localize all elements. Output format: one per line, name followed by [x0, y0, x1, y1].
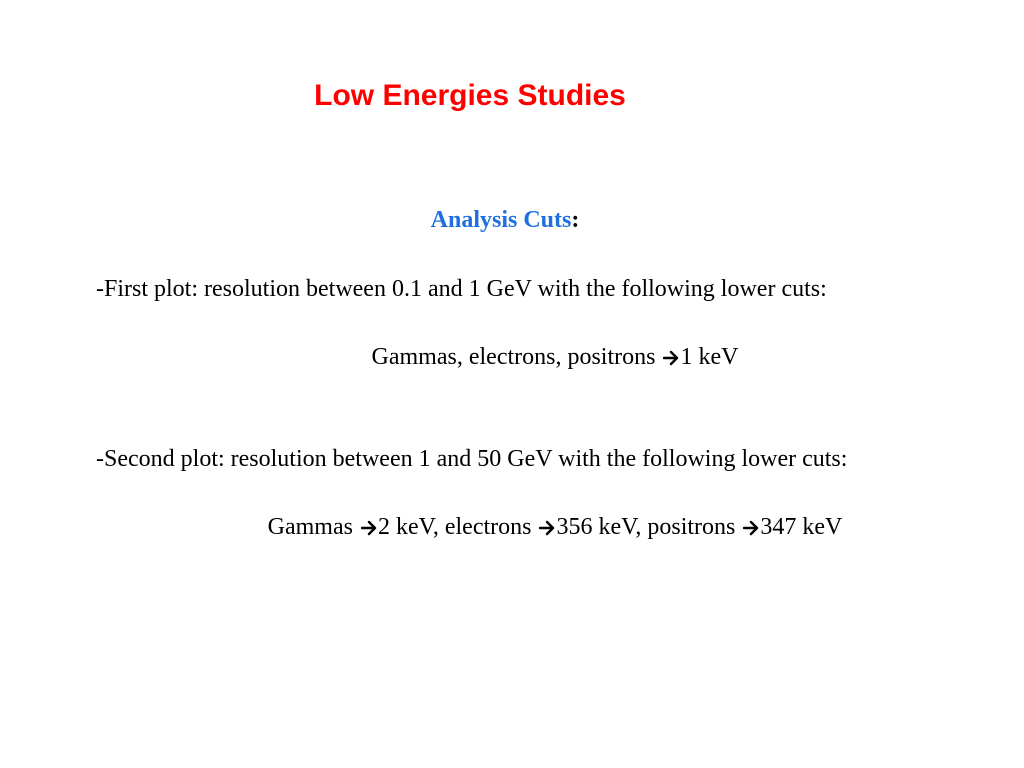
first-plot-cuts-value: 1 keV: [680, 344, 739, 370]
second-plot-cuts: [0, 510, 1024, 544]
section-heading-colon: :: [571, 207, 580, 233]
gammas-label: Gammas: [267, 514, 359, 540]
gammas-value: 2 keV, electrons: [377, 514, 538, 540]
first-plot-cuts-prefix: Gammas, electrons, positrons: [371, 344, 662, 370]
first-plot-cuts: [0, 340, 1024, 374]
first-plot-description: -First plot: resolution between 0.1 and 1 GeV with the following lower cuts:: [96, 276, 827, 302]
right-arrow-icon: [361, 519, 377, 537]
positrons-value: 347 keV: [760, 514, 843, 540]
section-heading: [0, 205, 1010, 235]
slide-title-text: Low Energies Studies: [314, 79, 626, 112]
second-plot-description: -Second plot: resolution between 1 and 50 GeV with the following lower cuts:: [96, 446, 848, 472]
slide-title: [0, 76, 940, 116]
section-heading-text: Analysis Cuts: [430, 207, 572, 233]
right-arrow-icon: [539, 519, 555, 537]
right-arrow-icon: [743, 519, 759, 537]
electrons-value: 356 keV, positrons: [556, 514, 742, 540]
right-arrow-icon: [663, 349, 679, 367]
